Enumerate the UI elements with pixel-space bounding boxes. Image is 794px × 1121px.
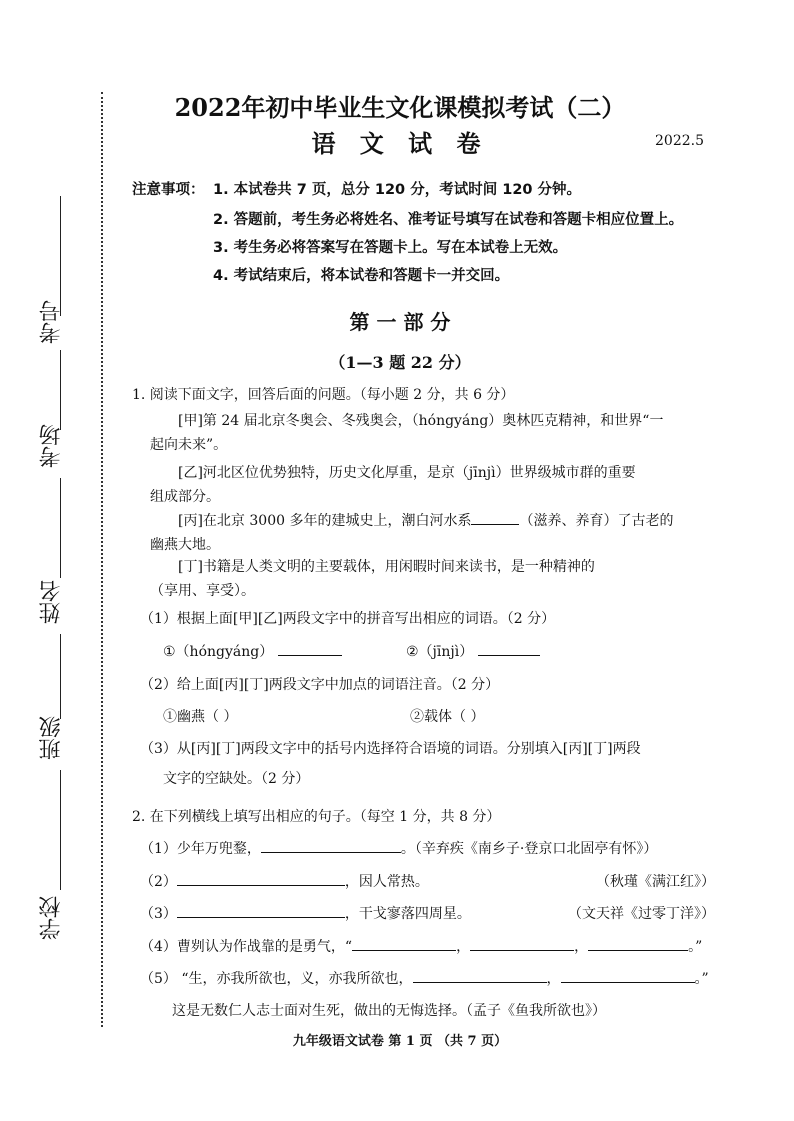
q1-ding-line2: （享用、享受）。 [150, 583, 255, 599]
q2-line2 [140, 871, 429, 891]
page-footer: 九年级语文试卷 第 1 页 （共 7 页） [292, 1034, 508, 1049]
line4-sep-2: ， [574, 939, 589, 955]
line4-blank-2[interactable] [470, 936, 574, 951]
line5-sep: ， [546, 971, 561, 987]
q1-bing-line2: 幽燕大地。 [150, 537, 220, 553]
q2-line5-continuation: 这是无数仁人志士面对生死，做出的无悔选择。（孟子《鱼我所欲也》） [172, 1003, 606, 1019]
q1-sub1-a [163, 641, 342, 661]
q2-line3 [140, 903, 471, 923]
line4-blank-3[interactable] [588, 936, 688, 951]
q2-line2-source: （秋瑾《满江红》） [596, 874, 715, 890]
name-blank [60, 478, 61, 578]
line3-blank[interactable] [177, 903, 345, 918]
line4-prefix: （4）曹刿认为作战靠的是勇气，“ [140, 939, 353, 955]
line2-prefix: （2） [140, 874, 177, 890]
q1-sub3-line2: 文字的空缺处。（2 分） [163, 771, 310, 787]
q2-line4 [140, 936, 702, 956]
part-title: 第 一 部 分 [349, 310, 451, 334]
q1-sub2: （2）给上面[丙][丁]两段文字中加点的词语注音。（2 分） [140, 677, 500, 693]
q1-bing-text-b: （滋养、养育）了古老的 [519, 513, 674, 529]
exam-date: 2022.5 [655, 133, 704, 149]
notes-label: 注意事项： [132, 182, 205, 198]
class-blank [60, 634, 61, 719]
note-item: 1. 本试卷共 7 页，总分 120 分，考试时间 120 分钟。 [213, 182, 582, 198]
q2-line3-source: （文天祥《过零丁洋》） [568, 906, 715, 922]
exam-room-blank [60, 350, 61, 430]
q2-line1 [140, 838, 657, 858]
q1-sub1-b [406, 641, 540, 661]
q1-sub3-line1: （3）从[丙][丁]两段文字中的括号内选择符合语境的词语。分别填入[丙][丁]两段 [140, 741, 641, 757]
line3-text: ，干戈寥落四周星。 [344, 906, 471, 922]
line4-blank-1[interactable] [352, 936, 456, 951]
q1-bing-text-a: [丙]在北京 3000 多年的建城史上，潮白河水系 [178, 513, 472, 529]
note-item: 2. 答题前，考生务必将姓名、准考证号填写在试卷和答题卡相应位置上。 [213, 212, 684, 228]
line5-end: 。” [694, 971, 709, 987]
line5-blank-1[interactable] [413, 968, 547, 983]
sub1-a-label: ①（hóngyáng） [163, 644, 274, 660]
line1-source: 。（辛弃疾《南乡子·登京口北固亭有怀》） [400, 841, 658, 857]
line2-blank[interactable] [177, 871, 345, 886]
line1-blank[interactable] [261, 838, 401, 853]
jinji-blank[interactable] [478, 641, 540, 656]
line4-sep-1: ， [456, 939, 471, 955]
part-range: （1—3 题 22 分） [329, 353, 471, 372]
q1-stem: 1. 阅读下面文字，回答后面的问题。（每小题 2 分，共 6 分） [132, 387, 515, 403]
q2-line5 [140, 968, 709, 988]
q1-sub2-b: ②载体（ ） [410, 709, 485, 725]
q1-jia-line1: [甲]第 24 届北京冬奥会、冬残奥会，（hóngyáng）奥林匹克精神，和世界“一 [178, 413, 664, 429]
sub1-b-label: ②（jīnjì） [406, 644, 474, 660]
bing-blank[interactable] [471, 510, 519, 525]
exam-room-label: 考场 [39, 424, 64, 468]
note-item: 3. 考生务必将答案写在答题卡上。写在本试卷上无效。 [213, 240, 568, 256]
exam-title: 2022年初中毕业生文化课模拟考试（二） [174, 93, 626, 122]
line5-prefix: （5） “生，亦我所欲也，义，亦我所欲也， [140, 971, 413, 987]
q1-sub1: （1）根据上面[甲][乙]两段文字中的拼音写出相应的词语。（2 分） [140, 611, 556, 627]
q2-stem: 2. 在下列横线上填写出相应的句子。（每空 1 分，共 8 分） [132, 809, 501, 825]
exam-number-blank [60, 196, 61, 316]
note-item: 4. 考试结束后，将本试卷和答题卡一并交回。 [213, 268, 510, 284]
exam-number-label: 考号 [39, 300, 64, 344]
subject-title: 语 文 试 卷 [311, 129, 489, 158]
line4-end: 。” [688, 939, 703, 955]
q1-ding-line1: [丁]书籍是人类文明的主要载体，用闲暇时间来读书，是一种精神的 [178, 559, 595, 575]
school-label: 学校 [39, 896, 64, 940]
class-label: 班级 [39, 716, 64, 760]
line5-blank-2[interactable] [561, 968, 695, 983]
school-blank [60, 770, 61, 890]
q1-bing-line1 [178, 510, 673, 530]
binding-line [101, 92, 103, 1027]
name-label: 姓名 [39, 580, 64, 624]
line3-prefix: （3） [140, 906, 177, 922]
q1-sub2-a: ①幽燕（ ） [163, 709, 238, 725]
line2-text: ，因人常热。 [344, 874, 429, 890]
q1-yi-line1: [乙]河北区位优势独特，历史文化厚重，是京（jīnjì）世界级城市群的重要 [178, 465, 636, 481]
line1-prefix: （1）少年万兜鍪， [140, 841, 261, 857]
hongyang-blank[interactable] [278, 641, 342, 656]
q1-jia-line2: 起向未来”。 [150, 437, 228, 453]
q1-yi-line2: 组成部分。 [150, 489, 220, 505]
